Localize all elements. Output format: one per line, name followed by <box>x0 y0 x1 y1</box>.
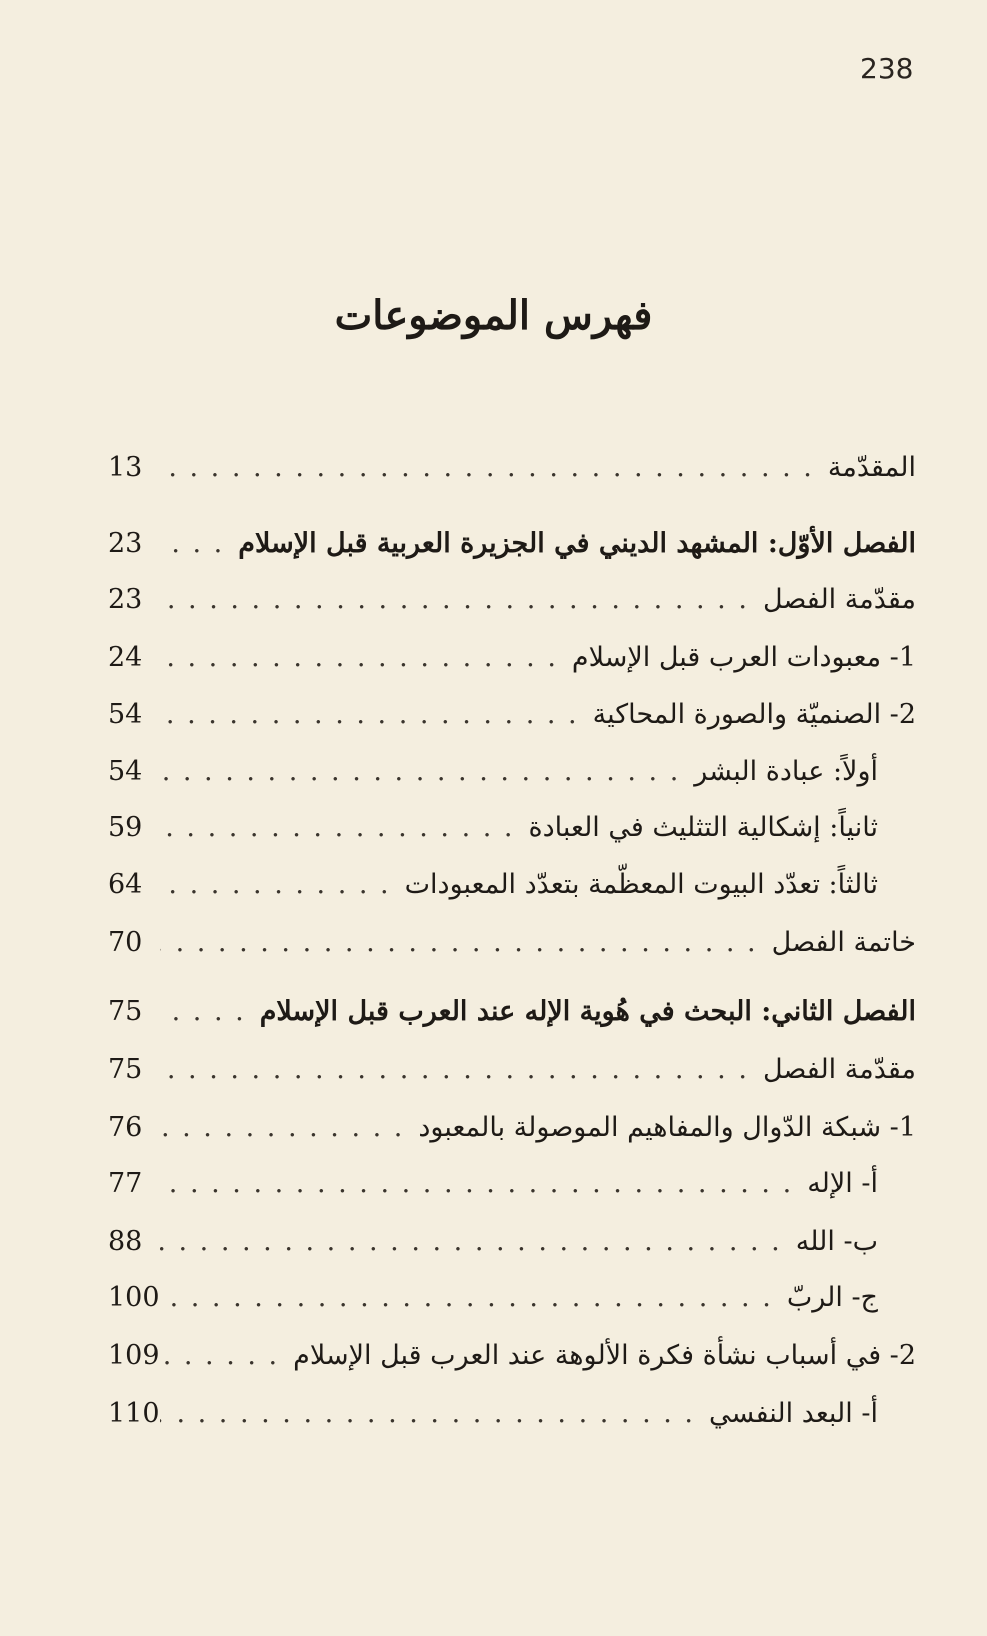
toc-entry <box>108 863 916 907</box>
toc-entry-page: 54 <box>108 756 143 787</box>
toc-leader-dots <box>160 1048 749 1092</box>
toc-entry <box>108 1048 916 1092</box>
toc-entry <box>108 1276 916 1320</box>
toc-leader-dots <box>160 693 579 737</box>
toc-entry-label: مقدّمة الفصل <box>762 1054 916 1085</box>
toc-entry-label: ثالثاً: تعدّد البيوت المعظّمة بتعدّد المعبودات <box>404 869 878 900</box>
toc-entry-page: 75 <box>108 996 143 1027</box>
toc-entry-page: 76 <box>108 1112 143 1143</box>
toc-leader-dots <box>160 863 391 907</box>
toc-leader-dots <box>160 1106 404 1150</box>
toc-leader-dots <box>160 806 515 850</box>
toc-entry-label: 1- شبكة الدّوال والمفاهيم الموصولة بالمعبود <box>418 1112 916 1143</box>
toc-entry-page: 75 <box>108 1054 143 1085</box>
toc-entry <box>108 1334 916 1378</box>
toc-entry-label: 2- في أسباب نشأة فكرة الألوهة عند العرب قبل الإسلام <box>293 1340 916 1371</box>
toc-leader-dots <box>160 1276 773 1320</box>
toc-entry-page: 54 <box>108 699 143 730</box>
toc-entry-page: 59 <box>108 812 143 843</box>
toc-entry <box>108 1162 916 1206</box>
toc-entry-page: 13 <box>108 452 143 483</box>
toc-entry <box>108 750 916 794</box>
toc-entry-page: 24 <box>108 642 143 673</box>
toc-entry-label: مقدّمة الفصل <box>762 584 916 615</box>
toc-leader-dots <box>160 921 758 965</box>
toc-entry-label: ج- الربّ <box>786 1282 878 1313</box>
toc-entry <box>108 522 916 566</box>
toc-entry-page: 23 <box>108 528 143 559</box>
toc-entry <box>108 921 916 965</box>
toc-entry-label: 1- معبودات العرب قبل الإسلام <box>571 642 916 673</box>
toc-entry-label: الفصل الثاني: البحث في هُوية الإله عند العرب قبل الإسلام <box>259 996 916 1027</box>
toc-entry-label: 2- الصنميّة والصورة المحاكية <box>592 699 916 730</box>
toc-leader-dots <box>160 750 680 794</box>
toc-leader-dots <box>160 636 558 680</box>
toc-entry-page: 100 <box>108 1282 160 1313</box>
toc-leader-dots <box>160 578 749 622</box>
toc-entry-page: 70 <box>108 927 143 958</box>
toc-entry <box>108 1220 916 1264</box>
toc-leader-dots <box>160 1334 279 1378</box>
toc-entry-page: 77 <box>108 1168 143 1199</box>
toc-entry-page: 109 <box>108 1340 160 1371</box>
toc-entry-page: 110 <box>108 1398 160 1429</box>
toc-entry-label: أ- البعد النفسي <box>709 1398 878 1429</box>
toc-entry <box>108 636 916 680</box>
toc-entry <box>108 578 916 622</box>
toc-leader-dots <box>160 446 814 490</box>
toc-entry <box>108 446 916 490</box>
toc-entry-label: خاتمة الفصل <box>771 927 916 958</box>
toc-leader-dots <box>160 522 224 566</box>
toc-entry-label: ثانياً: إشكالية التثليث في العبادة <box>528 812 878 843</box>
toc-entry-page: 88 <box>108 1226 143 1257</box>
toc-entry <box>108 990 916 1034</box>
toc-entry-label: الفصل الأوّل: المشهد الديني في الجزيرة العربية قبل الإسلام <box>238 528 916 559</box>
page-title: فهرس الموضوعات <box>334 292 653 339</box>
toc-entry-label: ب- الله <box>795 1226 878 1257</box>
toc-leader-dots <box>160 990 246 1034</box>
toc-entry <box>108 806 916 850</box>
toc-leader-dots <box>160 1392 695 1436</box>
toc-entry-page: 64 <box>108 869 143 900</box>
toc-entry <box>108 1106 916 1150</box>
toc-entry <box>108 1392 916 1436</box>
toc-leader-dots <box>160 1220 782 1264</box>
page-number: 238 <box>860 52 914 85</box>
toc-leader-dots <box>160 1162 793 1206</box>
toc-entry-label: أ- الإله <box>807 1168 878 1199</box>
toc-entry-label: المقدّمة <box>827 452 916 483</box>
toc-entry <box>108 693 916 737</box>
toc-entry-label: أولاً: عبادة البشر <box>694 756 878 787</box>
toc-entry-page: 23 <box>108 584 143 615</box>
